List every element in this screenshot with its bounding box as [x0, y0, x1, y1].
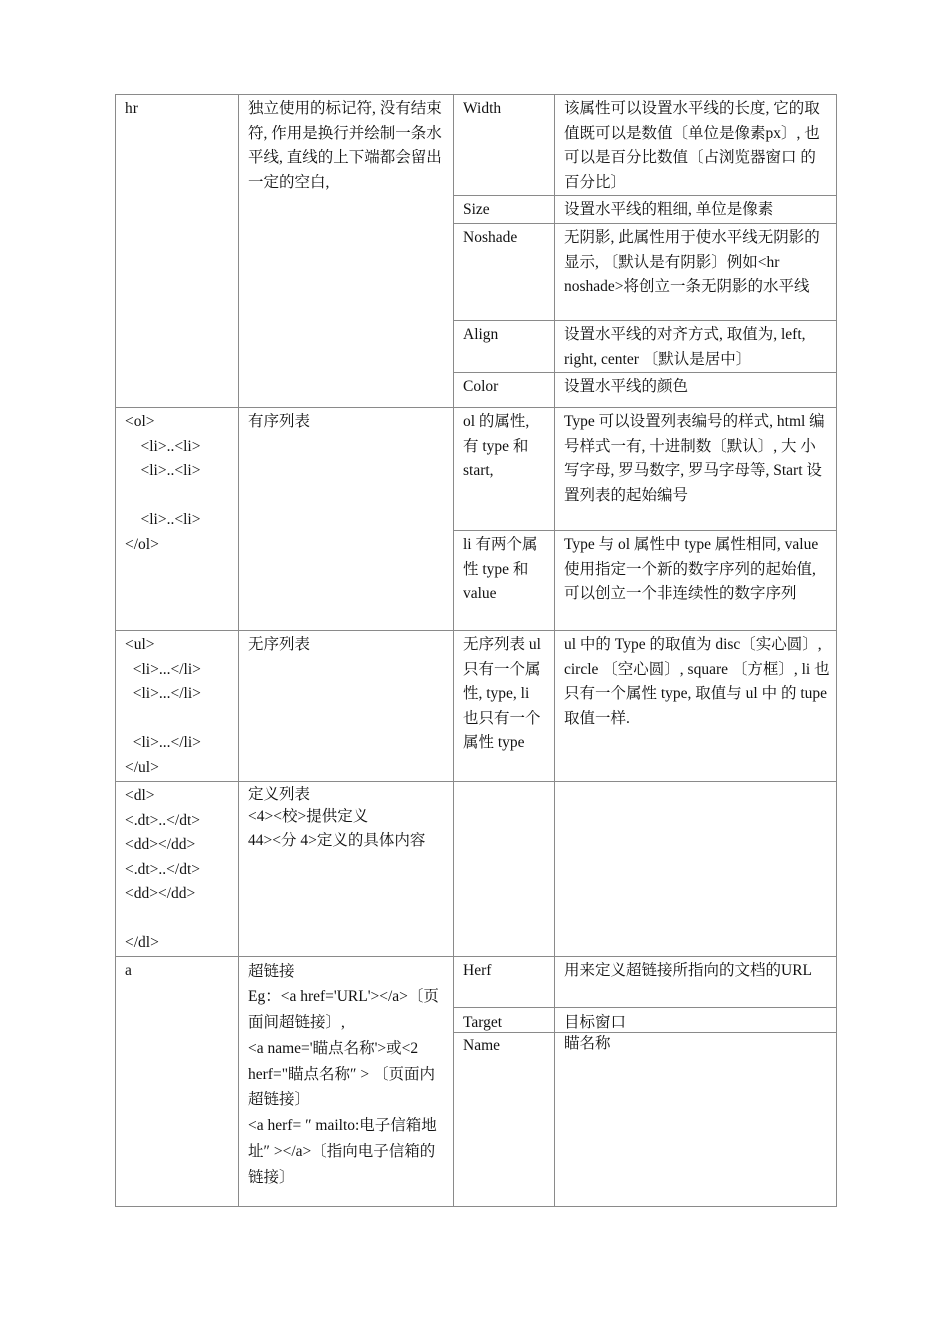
table-row	[116, 95, 837, 196]
attr-desc-cell: 目标窗口	[555, 1007, 837, 1032]
attr-name-cell: Herf	[454, 956, 555, 1007]
tag-cell-dl	[116, 782, 239, 957]
code-line: <li>...</li>	[125, 660, 201, 678]
attr-desc-cell: 用来定义超链接所指向的文档的URL	[555, 956, 837, 1007]
attr-name-cell: 无序列表 ul 只有一个属性, type, li 也只有一个属性 type	[454, 631, 555, 782]
code-line: </dl>	[125, 934, 159, 951]
attr-desc-cell: ul 中的 Type 的取值为 disc〔实心圆〕, circle 〔空心圆〕, square 〔方框〕, li 也只有一个属性 type, 取值与 ul 中 的 tupe 取值一样.	[555, 631, 837, 782]
table-row	[116, 956, 837, 1007]
html-tags-table	[115, 94, 837, 1207]
code-line: <.dt>..</dt>	[125, 860, 201, 878]
empty-cell	[454, 782, 555, 957]
attr-desc-cell: 无阴影, 此属性用于使水平线无阴影的显示, 〔默认是有阴影〕例如<hr noshade>将创立一条无阴影的水平线	[555, 224, 837, 321]
table-row	[116, 631, 837, 782]
attr-name-cell: ol 的属性, 有 type 和 start,	[454, 408, 555, 531]
table-row	[116, 408, 837, 531]
attr-name-cell: Color	[454, 373, 555, 408]
code-line: </ul>	[125, 758, 159, 776]
code-line	[125, 707, 232, 732]
attr-name-cell: Align	[454, 321, 555, 373]
code-line: <li>..<li>	[125, 437, 201, 455]
attr-desc-cell: Type 可以设置列表编号的样式, html 编号样式一有, 十进制数〔默认〕, 大 小写字母, 罗马数字, 罗马字母等, Start 设置列表的起始编号	[555, 408, 837, 531]
desc-cell-dl	[239, 782, 454, 957]
desc-cell-a	[239, 956, 454, 1206]
attr-name-cell: Name	[454, 1032, 555, 1206]
attr-name-cell: li 有两个属性 type 和 value	[454, 531, 555, 631]
code-line: <.dt>..</dt>	[125, 811, 201, 829]
code-line: <dl>	[125, 787, 155, 804]
attr-name-cell: Target	[454, 1007, 555, 1032]
code-line: <dd></dd>	[125, 885, 196, 902]
code-line: <li>..<li>	[125, 511, 201, 528]
attr-desc-cell: Type 与 ol 属性中 type 属性相同, value 使用指定一个新的数字序列的起始值, 可以创立一个非连续性的数字序列	[555, 531, 837, 631]
tag-cell-a: a	[116, 956, 239, 1206]
tag-cell-ol	[116, 408, 239, 631]
attr-desc-cell: 设置水平线的颜色	[555, 373, 837, 408]
desc-cell-hr: 独立使用的标记符, 没有结束符, 作用是换行并绘制一条水平线, 直线的上下端都会留出一定的空白,	[239, 95, 454, 408]
link-examples: 超链接 Eg：<a href='URL'></a>〔页面间超链接〕, <a name='瞄点名称'>或<2 herf="瞄点名称″ > 〔页面内 超链接〕 <a herf= ″ mailto:电子信箱地址″ ></a>〔指向电子信箱的 链接〕	[248, 962, 439, 1186]
desc-line: 定义列表	[248, 786, 311, 803]
attr-desc-cell: 瞄名称	[555, 1032, 837, 1206]
code-line: </ol>	[125, 535, 159, 553]
tag-cell-ul	[116, 631, 239, 782]
desc-line: 44><分 4>定义的具体内容	[248, 832, 426, 849]
code-line: <ul>	[125, 636, 155, 653]
code-line	[125, 484, 232, 509]
desc-cell-ul: 无序列表	[239, 631, 454, 782]
attr-name-cell: Width	[454, 95, 555, 196]
tag-cell-hr: hr	[116, 95, 239, 408]
attr-desc-cell: 设置水平线的对齐方式, 取值为, left, right, center 〔默认是居中〕	[555, 321, 837, 373]
attr-desc-cell: 设置水平线的粗细, 单位是像素	[555, 196, 837, 224]
code-line: <li>..<li>	[125, 462, 201, 479]
desc-cell-ol: 有序列表	[239, 408, 454, 631]
attr-name-cell: Size	[454, 196, 555, 224]
empty-cell	[555, 782, 837, 957]
code-line: <dd></dd>	[125, 836, 196, 853]
table-row	[116, 782, 837, 957]
code-line: <li>...</li>	[125, 685, 201, 702]
code-line	[125, 907, 232, 932]
attr-desc-cell: 该属性可以设置水平线的长度, 它的取值既可以是数值〔单位是像素px〕, 也可以是百分比数值〔占浏览器窗口 的百分比〕	[555, 95, 837, 196]
attr-name-cell: Noshade	[454, 224, 555, 321]
code-line: <li>...</li>	[125, 734, 201, 751]
desc-line: <4><校>提供定义	[248, 808, 369, 825]
code-line: <ol>	[125, 413, 155, 430]
